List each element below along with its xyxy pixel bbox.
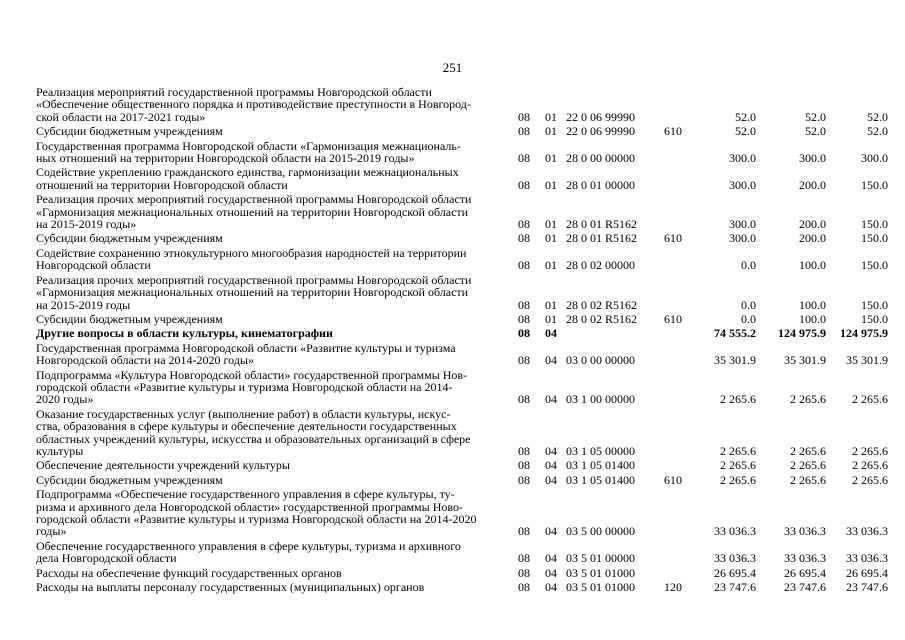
row-subsection-code: 01 (545, 124, 557, 139)
row-section-code: 08 (518, 151, 530, 166)
row-target-article-code: 28 0 00 00000 (566, 151, 635, 166)
row-amount-year-1: 2 265.6 (720, 392, 756, 407)
row-expense-type-code (664, 486, 694, 538)
row-amount-year-3: 23 747.6 (846, 580, 888, 595)
row-subsection-code: 01 (545, 151, 557, 166)
row-target-article-code: 28 0 01 00000 (566, 177, 635, 192)
row-subsection-code: 01 (545, 258, 557, 273)
table-row (36, 457, 888, 471)
row-section-code: 08 (518, 124, 530, 139)
row-amount-year-3: 150.0 (861, 217, 888, 232)
row-amount-year-2: 100.0 (799, 297, 826, 312)
row-section-code: 08 (518, 565, 530, 580)
row-section-code: 08 (518, 524, 530, 539)
row-target-article-code: 03 5 01 01000 (566, 580, 635, 595)
row-amount-year-2: 2 265.6 (790, 392, 826, 407)
row-expense-type-code (664, 191, 694, 230)
table-row (36, 579, 888, 593)
row-name: Обеспечение деятельности учреждений культуры (36, 458, 290, 473)
row-subsection-code: 01 (545, 231, 557, 246)
row-amount-year-2: 52.0 (805, 124, 826, 139)
row-section-code: 08 (518, 326, 530, 341)
table-row (36, 486, 888, 538)
row-subsection-code: 04 (545, 443, 557, 458)
row-section-code: 08 (518, 353, 530, 368)
row-amount-year-1: 52.0 (735, 124, 756, 139)
row-expense-type-code: 610 (664, 124, 682, 139)
row-amount-year-2: 33 036.3 (784, 524, 826, 539)
row-subsection-code: 04 (545, 353, 557, 368)
row-name: Обеспечение государственного управления в сфере культуры, туризма и архивного дела Новгородской области (36, 538, 461, 566)
table-row (36, 230, 888, 244)
row-amount-year-1: 0.0 (741, 297, 756, 312)
row-expense-type-code (664, 340, 694, 367)
row-name: Государственная программа Новгородской области «Гармонизация межнациональ- ных отношений на территории Новгородской области на 2015-2019 годы» (36, 138, 461, 166)
row-amount-year-2: 52.0 (805, 109, 826, 124)
budget-table-body (36, 86, 888, 593)
table-row (36, 367, 888, 406)
table-row (36, 340, 888, 367)
row-name: Реализация мероприятий государственной программы Новгородской области «Обеспечение общественного порядка и противодействие преступности в Новгород- ской области на 2017-2021 годы» (36, 85, 471, 124)
row-section-code: 08 (518, 217, 530, 232)
row-section-code: 08 (518, 311, 530, 326)
row-amount-year-1: 2 265.6 (720, 458, 756, 473)
row-section-code: 08 (518, 458, 530, 473)
row-amount-year-1: 300.0 (729, 231, 756, 246)
row-subsection-code: 04 (545, 565, 557, 580)
row-amount-year-2: 300.0 (799, 151, 826, 166)
row-amount-year-1: 74 555.2 (714, 326, 756, 341)
row-amount-year-2: 100.0 (799, 258, 826, 273)
row-amount-year-1: 0.0 (741, 258, 756, 273)
row-amount-year-2: 2 265.6 (790, 472, 826, 487)
row-amount-year-1: 2 265.6 (720, 443, 756, 458)
row-amount-year-2: 26 695.4 (784, 565, 826, 580)
row-amount-year-1: 52.0 (735, 109, 756, 124)
row-subsection-code: 01 (545, 311, 557, 326)
row-target-article-code: 28 0 02 R5162 (566, 311, 638, 326)
page-number: 251 (442, 60, 463, 75)
row-amount-year-3: 52.0 (867, 109, 888, 124)
row-expense-type-code (664, 367, 694, 406)
table-row (36, 123, 888, 137)
row-amount-year-3: 2 265.6 (852, 458, 888, 473)
row-amount-year-3: 150.0 (861, 297, 888, 312)
table-row (36, 272, 888, 311)
row-amount-year-2: 23 747.6 (784, 580, 826, 595)
table-row (36, 565, 888, 579)
table-row (36, 538, 888, 565)
row-amount-year-3: 35 301.9 (846, 353, 888, 368)
row-amount-year-2: 124 975.9 (778, 326, 826, 341)
row-subsection-code: 01 (545, 297, 557, 312)
row-subsection-code: 01 (545, 109, 557, 124)
row-subsection-code: 01 (545, 217, 557, 232)
row-amount-year-1: 23 747.6 (714, 580, 756, 595)
row-name: Подпрограмма «Обеспечение государственного управления в сфере культуры, ту- ризма и архивного дела Новгородской области» государственной программы Ново- городской области «Развитие культуры и туризма Новгородской области на 2014-2020 годы» (36, 487, 477, 539)
row-target-article-code: 03 1 05 01400 (566, 458, 635, 473)
row-name: Субсидии бюджетным учреждениям (36, 472, 223, 487)
row-amount-year-1: 300.0 (729, 217, 756, 232)
row-amount-year-1: 33 036.3 (714, 524, 756, 539)
row-amount-year-3: 26 695.4 (846, 565, 888, 580)
row-amount-year-1: 0.0 (741, 311, 756, 326)
row-section-code: 08 (518, 109, 530, 124)
row-target-article-code: 03 1 00 00000 (566, 392, 635, 407)
row-section-code: 08 (518, 297, 530, 312)
row-subsection-code: 04 (545, 551, 557, 566)
row-name: Государственная программа Новгородской области «Развитие культуры и туризма Новгородской области на 2014-2020 годы» (36, 340, 456, 368)
row-target-article-code: 03 1 05 01400 (566, 472, 635, 487)
row-amount-year-1: 300.0 (729, 151, 756, 166)
row-section-code: 08 (518, 443, 530, 458)
row-name: Реализация прочих мероприятий государственной программы Новгородской области «Гармонизация межнациональных отношений на территории Новгородской области на 2015-2019 годы» (36, 192, 472, 232)
table-row (36, 311, 888, 325)
row-amount-year-1: 26 695.4 (714, 565, 756, 580)
row-amount-year-3: 52.0 (867, 124, 888, 139)
table-row (36, 472, 888, 486)
row-expense-type-code (664, 457, 694, 471)
table-row (36, 245, 888, 272)
row-section-code: 08 (518, 551, 530, 566)
row-subsection-code: 01 (545, 177, 557, 192)
row-expense-type-code (664, 325, 694, 339)
row-section-code: 08 (518, 231, 530, 246)
row-target-article-code: 22 0 06 99990 (566, 109, 635, 124)
row-section-code: 08 (518, 177, 530, 192)
row-expense-type-code (664, 138, 694, 165)
row-section-code: 08 (518, 472, 530, 487)
row-target-article-code (562, 325, 664, 339)
row-expense-type-code (664, 245, 694, 272)
row-target-article-code: 28 0 01 R5162 (566, 231, 638, 246)
row-amount-year-3: 33 036.3 (846, 524, 888, 539)
row-target-article-code: 03 0 00 00000 (566, 353, 635, 368)
table-row (36, 164, 888, 191)
row-expense-type-code (664, 538, 694, 565)
row-amount-year-3: 300.0 (861, 151, 888, 166)
row-name: Субсидии бюджетным учреждениям (36, 311, 223, 326)
row-amount-year-2: 2 265.6 (790, 443, 826, 458)
row-target-article-code: 28 0 02 R5162 (566, 297, 638, 312)
row-amount-year-3: 2 265.6 (852, 392, 888, 407)
row-subsection-code: 04 (545, 392, 557, 407)
row-name: Расходы на обеспечение функций государственных органов (36, 565, 342, 580)
row-expense-type-code (664, 164, 694, 191)
row-amount-year-1: 300.0 (729, 177, 756, 192)
row-expense-type-code: 610 (664, 231, 682, 246)
row-name: Оказание государственных услуг (выполнение работ) в области культуры, искус- ства, образования в сфере культуры и обеспечение деятельности государственных областных учреждений культуры, искусства и образовательных организаций в сфере культуры (36, 406, 471, 458)
row-target-article-code: 28 0 02 00000 (566, 258, 635, 273)
row-name: Расходы на выплаты персоналу государственных (муниципальных) органов (36, 580, 425, 595)
row-amount-year-2: 200.0 (799, 217, 826, 232)
row-expense-type-code: 610 (664, 311, 682, 326)
row-amount-year-1: 33 036.3 (714, 551, 756, 566)
row-expense-type-code (664, 272, 694, 311)
row-subsection-code: 04 (545, 580, 557, 595)
row-target-article-code: 03 5 01 00000 (566, 551, 635, 566)
row-amount-year-2: 2 265.6 (790, 458, 826, 473)
row-target-article-code: 03 5 01 01000 (566, 565, 635, 580)
row-target-article-code: 22 0 06 99990 (566, 124, 635, 139)
row-name: Субсидии бюджетным учреждениям (36, 231, 223, 246)
row-amount-year-3: 2 265.6 (852, 472, 888, 487)
row-target-article-code: 03 5 00 00000 (566, 524, 635, 539)
row-section-code: 08 (518, 580, 530, 595)
table-row (36, 86, 888, 123)
table-row (36, 138, 888, 165)
row-section-code: 08 (518, 392, 530, 407)
row-expense-type-code: 610 (664, 472, 682, 487)
row-amount-year-3: 150.0 (861, 177, 888, 192)
row-amount-year-2: 33 036.3 (784, 551, 826, 566)
table-row (36, 191, 888, 230)
budget-table (36, 86, 888, 593)
row-expense-type-code: 120 (664, 580, 682, 595)
row-subsection-code: 04 (545, 458, 557, 473)
row-amount-year-2: 100.0 (799, 311, 826, 326)
row-amount-year-1: 35 301.9 (714, 353, 756, 368)
row-name: Субсидии бюджетным учреждениям (36, 124, 223, 139)
row-amount-year-1: 2 265.6 (720, 472, 756, 487)
row-subsection-code: 04 (545, 472, 557, 487)
row-amount-year-2: 200.0 (799, 231, 826, 246)
row-name: Реализация прочих мероприятий государственной программы Новгородской области «Гармонизация межнациональных отношений на территории Новгородской области на 2015-2019 годы (36, 272, 472, 312)
row-name: Подпрограмма «Культура Новгородской области» государственной программы Нов- городской области «Развитие культуры и туризма Новгородской области на 2014- 2020 годы» (36, 367, 468, 407)
row-amount-year-3: 150.0 (861, 258, 888, 273)
row-amount-year-3: 33 036.3 (846, 551, 888, 566)
row-section-code: 08 (518, 258, 530, 273)
row-subsection-code: 04 (545, 524, 557, 539)
row-amount-year-3: 2 265.6 (852, 443, 888, 458)
row-target-article-code: 28 0 01 R5162 (566, 217, 638, 232)
row-amount-year-2: 35 301.9 (784, 353, 826, 368)
row-expense-type-code (664, 86, 694, 123)
row-name: Содействие сохранению этнокультурного многообразия народностей на территории Новгородской области (36, 245, 467, 273)
row-name: Содействие укреплению гражданского единства, гармонизации межнациональных отношений на территории Новгородской области (36, 165, 459, 192)
table-row (36, 406, 888, 458)
row-target-article-code: 03 1 05 00000 (566, 443, 635, 458)
row-name: Другие вопросы в области культуры, кинематографии (36, 326, 333, 341)
row-amount-year-2: 200.0 (799, 177, 826, 192)
row-expense-type-code (664, 406, 694, 458)
table-row (36, 325, 888, 339)
row-expense-type-code (664, 565, 694, 579)
row-subsection-code: 04 (545, 326, 557, 341)
row-amount-year-3: 150.0 (861, 231, 888, 246)
row-amount-year-3: 150.0 (861, 311, 888, 326)
row-amount-year-3: 124 975.9 (840, 326, 888, 341)
